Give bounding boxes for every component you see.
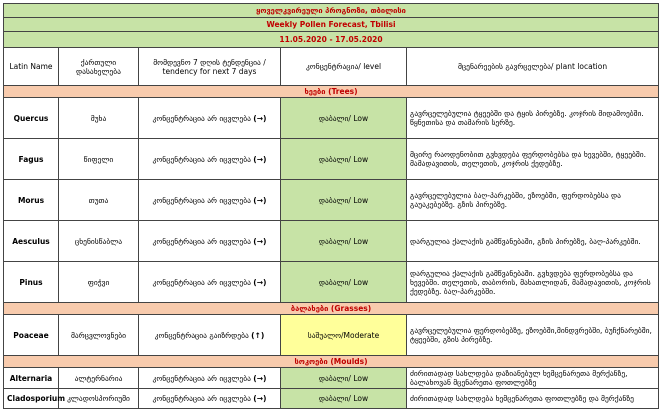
col-header-latin: Latin Name — [4, 48, 59, 86]
trend-cell — [139, 139, 281, 180]
level-cell: დაბალი/ Low — [281, 368, 407, 389]
trend-cell — [139, 368, 281, 389]
georgian-name: ფიჭვი — [59, 262, 139, 303]
trend-cell — [139, 389, 281, 409]
plant-location: გავრცელებულია ბაღ-პარკებში, ეზოებში, ფერდობებსა და გაუაკებებზე. გზის პირებზე. — [407, 180, 659, 221]
level-cell: დაბალი/ Low — [281, 389, 407, 409]
plant-location: ძირითადად სახლდება ხემცენარეთა ფოთლებზე და მერქანზე — [407, 389, 659, 409]
level-cell: დაბალი/ Low — [281, 98, 407, 139]
section-moulds: სოკოები (Moulds) — [4, 356, 659, 368]
col-header-trend: მომდევნო 7 დღის ტენდენცია / tendency for next 7 days — [139, 48, 281, 86]
georgian-name: თუთა — [59, 180, 139, 221]
georgian-name: მუხა — [59, 98, 139, 139]
table-row — [4, 315, 659, 356]
level-cell: დაბალი/ Low — [281, 139, 407, 180]
plant-location: ძირითადად სახლდება დაზიანებულ ხემცენარეთა მერქანზე, ბალახოვან მცენარეთა ფოთლებზე — [407, 368, 659, 389]
col-header-georgian: ქართული დასახელება — [59, 48, 139, 86]
trend-cell — [139, 180, 281, 221]
latin-name: Quercus — [4, 98, 59, 139]
latin-name: Pinus — [4, 262, 59, 303]
trend-cell — [139, 262, 281, 303]
arrow-right-icon: (→) — [253, 394, 267, 403]
georgian-name: წიფელი — [59, 139, 139, 180]
plant-location: გავრცელებულია ფერდობებზე, ეზოებში,მინდვრებში, ბუჩქნარებში, ტყეებში, გზის პირებზე. — [407, 315, 659, 356]
plant-location: დარგულია ქალაქის გამწვანებაში. გვხვდება ფერდობებსა და ხევებში. თელეთის, თაბორის, მახათლიდან, მამადავითის, კოჯრის ქედებზე. ბაღ-პარკებში. — [407, 262, 659, 303]
trend-text: კონცენტრაცია გაიზრდება — [154, 330, 249, 340]
latin-name: Alternaria — [4, 368, 59, 389]
table-row — [4, 221, 659, 262]
table-row — [4, 368, 659, 389]
trend-text: კონცენტრაცია არ იცვლება — [152, 236, 251, 246]
arrow-right-icon: (→) — [253, 113, 267, 123]
table-row — [4, 180, 659, 221]
section-trees: ხეები (Trees) — [4, 86, 659, 98]
section-grasses: ბალახები (Grasses) — [4, 303, 659, 315]
plant-location: დარგულია ქალაქის გამწვანებაში, გზის პირებზე, ბაღ-პარკებში. — [407, 221, 659, 262]
title-english: Weekly Pollen Forecast, Tbilisi — [4, 18, 659, 32]
trend-text: კონცენტრაცია არ იცვლება — [152, 277, 251, 287]
level-cell: საშუალო/Moderate — [281, 315, 407, 356]
trend-text: კონცენტრაცია არ იცვლება — [152, 113, 251, 123]
latin-name: Poaceae — [4, 315, 59, 356]
georgian-name: მარცვლოვნები — [59, 315, 139, 356]
trend-text: კონცენტრაცია არ იცვლება — [152, 195, 251, 205]
table-row — [4, 98, 659, 139]
table-row — [4, 389, 659, 409]
trend-text: კონცენტრაცია არ იცვლება — [152, 394, 251, 403]
title-georgian: ყოველკვირეული პროგნოზი, თბილისი — [4, 4, 659, 18]
georgian-name: კლადოსპორიუმი — [59, 389, 139, 409]
col-header-location: მცენარეების გავრცელება/ plant location — [407, 48, 659, 86]
arrow-right-icon: (→) — [253, 195, 267, 205]
arrow-right-icon: (→) — [253, 154, 267, 164]
col-header-level: კონცენტრაცია/ level — [281, 48, 407, 86]
pollen-forecast-sheet — [3, 3, 658, 409]
georgian-name: ცხენისწაბლა — [59, 221, 139, 262]
level-cell: დაბალი/ Low — [281, 262, 407, 303]
level-cell: დაბალი/ Low — [281, 221, 407, 262]
plant-location: მცირე რაოდენობით გვხვდება ფერდობებსა და ხევებში, ტყეებში. მამადავითის, თელეთის, კოჯრის ქედებზე. — [407, 139, 659, 180]
arrow-right-icon: (→) — [253, 373, 267, 383]
arrow-right-icon: (→) — [253, 236, 267, 246]
latin-name: Morus — [4, 180, 59, 221]
level-cell: დაბალი/ Low — [281, 180, 407, 221]
trend-text: კონცენტრაცია არ იცვლება — [152, 154, 251, 164]
trend-cell — [139, 221, 281, 262]
latin-name: Aesculus — [4, 221, 59, 262]
arrow-right-icon: (→) — [253, 277, 267, 287]
table-row — [4, 262, 659, 303]
latin-name: Fagus — [4, 139, 59, 180]
forecast-table — [3, 3, 659, 409]
trend-text: კონცენტრაცია არ იცვლება — [152, 373, 251, 383]
trend-cell — [139, 98, 281, 139]
latin-name: Cladosporium — [4, 389, 59, 409]
forecast-dates: 11.05.2020 - 17.05.2020 — [4, 32, 659, 48]
table-row — [4, 139, 659, 180]
georgian-name: ალტერნარია — [59, 368, 139, 389]
column-header-row — [4, 48, 659, 86]
trend-cell — [139, 315, 281, 356]
arrow-up-icon: (↑) — [251, 330, 265, 340]
plant-location: გავრცელებულია ტყეებში და ტყის პირებზე. კოჯრის მიდამოებში. წყნეთისა და თამარის სერზე. — [407, 98, 659, 139]
